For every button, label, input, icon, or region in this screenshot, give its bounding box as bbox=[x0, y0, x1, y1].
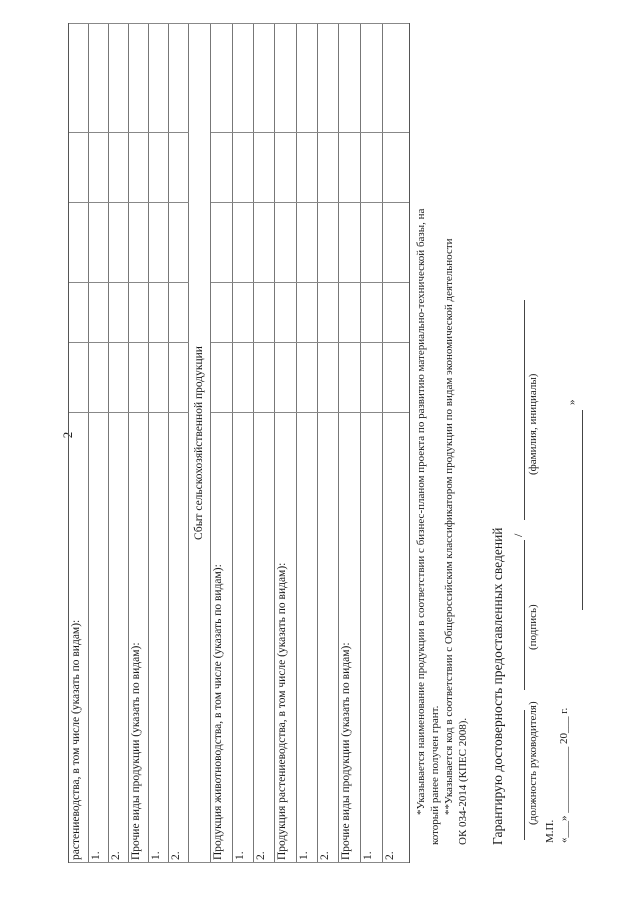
guarantee-title: Гарантирую достоверность предоставленных сведений bbox=[490, 527, 505, 845]
row-label: Прочие виды продукции (указать по видам): bbox=[340, 642, 352, 860]
row-label: 2. bbox=[384, 851, 396, 860]
column-line bbox=[69, 862, 409, 863]
date-line: «___» ____________ 20___ г. bbox=[558, 707, 570, 843]
table-row bbox=[211, 23, 233, 863]
column-line bbox=[211, 202, 409, 203]
table-row bbox=[169, 23, 189, 863]
name-line bbox=[524, 300, 525, 520]
table-row bbox=[318, 23, 339, 863]
row-label: растениеводства, в том числе (указать по видам): bbox=[70, 619, 82, 860]
row-label: Продукция животноводства, в том числе (указать по видам): bbox=[212, 564, 224, 860]
column-line bbox=[69, 132, 189, 133]
row-label: 1. bbox=[150, 851, 162, 860]
column-line bbox=[69, 342, 189, 343]
column-line bbox=[211, 412, 409, 413]
table-row bbox=[149, 23, 169, 863]
table-row bbox=[383, 23, 409, 863]
production-table bbox=[68, 23, 410, 863]
section-header: Сбыт сельскохозяйственной продукции bbox=[193, 346, 205, 540]
signature-caption: (подпись) bbox=[527, 604, 539, 650]
extra-line bbox=[582, 410, 583, 610]
signature-line bbox=[524, 540, 525, 690]
footnote-2-line-1: **Указывается код в соответствии с Общероссийским классификатором продукции по видам экономической деятельности bbox=[443, 238, 455, 815]
footnote-2-line-2: ОК 034-2014 (КПЕС 2008). bbox=[457, 717, 469, 845]
stamp-label: М.П. bbox=[544, 819, 556, 843]
section-row bbox=[189, 23, 211, 863]
row-label: Прочие виды продукции (указать по видам): bbox=[130, 642, 142, 860]
column-line bbox=[69, 412, 189, 413]
row-label: 2. bbox=[110, 851, 122, 860]
row-label: 1. bbox=[362, 851, 374, 860]
table-row bbox=[339, 23, 361, 863]
column-line bbox=[211, 132, 409, 133]
page-number: 2 bbox=[60, 431, 75, 439]
row-label: 2. bbox=[255, 851, 267, 860]
name-caption: (фамилия, инициалы) bbox=[527, 373, 539, 475]
table-row bbox=[109, 23, 129, 863]
row-label: 1. bbox=[298, 851, 310, 860]
column-line bbox=[69, 23, 409, 24]
footnote-1-line-2: который ранее получен грант. bbox=[429, 705, 441, 845]
column-line bbox=[211, 282, 409, 283]
table-row bbox=[233, 23, 254, 863]
table-row bbox=[275, 23, 297, 863]
position-line bbox=[524, 710, 525, 840]
table-row bbox=[89, 23, 109, 863]
row-label: 2. bbox=[319, 851, 331, 860]
row-label: 1. bbox=[234, 851, 246, 860]
table-row bbox=[361, 23, 383, 863]
position-caption: (должность руководителя) bbox=[527, 701, 539, 825]
column-line bbox=[211, 342, 409, 343]
row-label: 1. bbox=[90, 851, 102, 860]
closing-quote: » bbox=[566, 399, 578, 405]
row-label: 2. bbox=[170, 851, 182, 860]
table-row bbox=[129, 23, 149, 863]
row-label: Продукция растениеводства, в том числе (указать по видам): bbox=[276, 562, 288, 860]
column-line bbox=[69, 282, 189, 283]
table-row bbox=[254, 23, 275, 863]
table-row bbox=[297, 23, 318, 863]
footnote-1-line-1: *Указывается наименование продукции в соответствии с бизнес-планом проекта по развитию материально-технической базы, на bbox=[415, 208, 427, 815]
slash: / bbox=[511, 533, 525, 537]
column-line bbox=[69, 202, 189, 203]
table-row bbox=[69, 23, 89, 863]
